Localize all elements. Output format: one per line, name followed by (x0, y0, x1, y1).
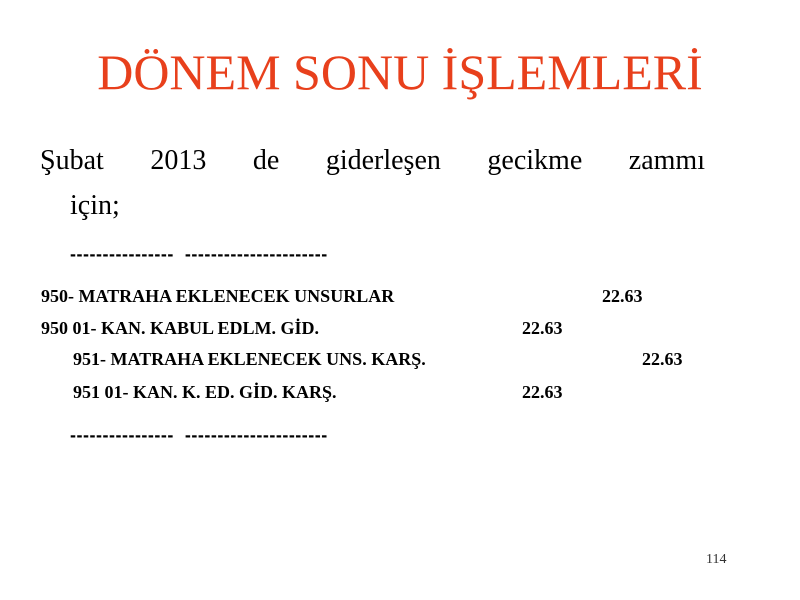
page-number: 114 (706, 552, 727, 567)
separator-top: ---------------- ---------------------- (70, 244, 328, 264)
intro-text-line-2: için; (70, 190, 120, 221)
entry-950-account: 950- MATRAHA EKLENECEK UNSURLAR (41, 286, 395, 306)
slide-title: DÖNEM SONU İŞLEMLERİ (97, 44, 703, 100)
entry-950-01-account: 950 01- KAN. KABUL EDLM. GİD. (41, 318, 320, 338)
separator-bottom: ---------------- ---------------------- (70, 425, 328, 445)
entry-951-amount: 22.63 (642, 349, 683, 369)
intro-text-line-1: Şubat 2013 de giderleşen gecikme zammı (40, 145, 705, 176)
entry-951-account: 951- MATRAHA EKLENECEK UNS. KARŞ. (73, 349, 426, 369)
entry-950-amount: 22.63 (602, 286, 643, 306)
entry-951-01-account: 951 01- KAN. K. ED. GİD. KARŞ. (73, 382, 337, 402)
entry-951-01-amount: 22.63 (522, 382, 563, 402)
entry-950-01-amount: 22.63 (522, 318, 563, 338)
